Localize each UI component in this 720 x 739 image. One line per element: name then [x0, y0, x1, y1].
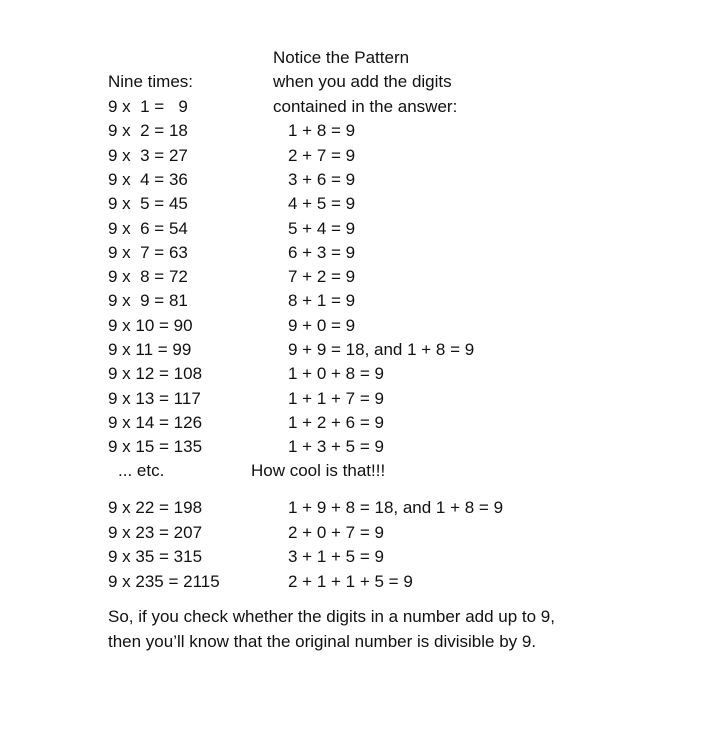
digit-sum: 3 + 1 + 5 = 9	[288, 547, 384, 566]
digit-sum: 2 + 1 + 1 + 5 = 9	[288, 571, 413, 591]
digit-sum: 1 + 1 + 7 = 9	[288, 388, 384, 408]
product-equation: 9 x 13 = 117	[108, 388, 201, 408]
instruction-line-2: contained in the answer:	[273, 97, 458, 116]
digit-sum: 2 + 7 = 9	[288, 145, 356, 165]
digit-sum: 1 + 3 + 5 = 9	[288, 437, 384, 457]
instruction-line-1: when you add the digits	[273, 72, 452, 91]
digit-sum: 9 + 0 = 9	[288, 315, 356, 335]
digit-sum: 3 + 6 = 9	[288, 169, 356, 189]
product-equation: 9 x 5 = 45	[108, 194, 188, 214]
digit-sum: 1 + 8 = 9	[288, 121, 356, 141]
notice-heading: Notice the Pattern	[273, 48, 410, 67]
digit-sum: 8 + 1 = 9	[288, 291, 356, 311]
product-equation: 9 x 7 = 63	[108, 242, 188, 262]
digit-sum: 4 + 5 = 9	[288, 194, 356, 214]
product-equation: 9 x 14 = 126	[108, 412, 203, 432]
digit-sum: 1 + 0 + 8 = 9	[288, 364, 384, 384]
product-equation: 9 x 235 = 2115	[108, 571, 220, 591]
conclusion-line-1: So, if you check whether the digits in a number add up to 9,	[108, 607, 555, 626]
product-equation: 9 x 8 = 72	[108, 267, 188, 287]
product-equation: 9 x 11 = 99	[108, 340, 192, 359]
digit-sum: 1 + 9 + 8 = 18, and 1 + 8 = 9	[288, 498, 504, 517]
product-equation: 9 x 23 = 207	[108, 522, 203, 542]
product-equation: 9 x 22 = 198	[108, 498, 203, 517]
product-equation: 9 x 12 = 108	[108, 364, 203, 384]
digit-sum: 9 + 9 = 18, and 1 + 8 = 9	[288, 340, 475, 359]
product-equation: 9 x 9 = 81	[108, 291, 188, 311]
product-equation: 9 x 35 = 315	[108, 547, 203, 566]
digit-sum: 1 + 2 + 6 = 9	[288, 412, 384, 432]
product-equation: 9 x 6 = 54	[108, 218, 188, 238]
etc-text: ... etc.	[118, 461, 165, 480]
product-equation: 9 x 3 = 27	[108, 145, 188, 165]
digit-sum: 2 + 0 + 7 = 9	[288, 522, 384, 542]
product-equation: 9 x 1 = 9	[108, 97, 188, 116]
product-equation: 9 x 2 = 18	[108, 121, 188, 141]
nine-times-heading: Nine times:	[108, 72, 194, 91]
digit-sum: 5 + 4 = 9	[288, 218, 356, 238]
exclaim-text: How cool is that!!!	[251, 461, 386, 480]
digit-sum: 6 + 3 = 9	[288, 242, 356, 262]
product-equation: 9 x 4 = 36	[108, 169, 188, 189]
digit-sum: 7 + 2 = 9	[288, 267, 356, 287]
product-equation: 9 x 15 = 135	[108, 437, 203, 457]
product-equation: 9 x 10 = 90	[108, 315, 193, 335]
conclusion-line-2: then you’ll know that the original number is divisible by 9.	[108, 632, 537, 651]
